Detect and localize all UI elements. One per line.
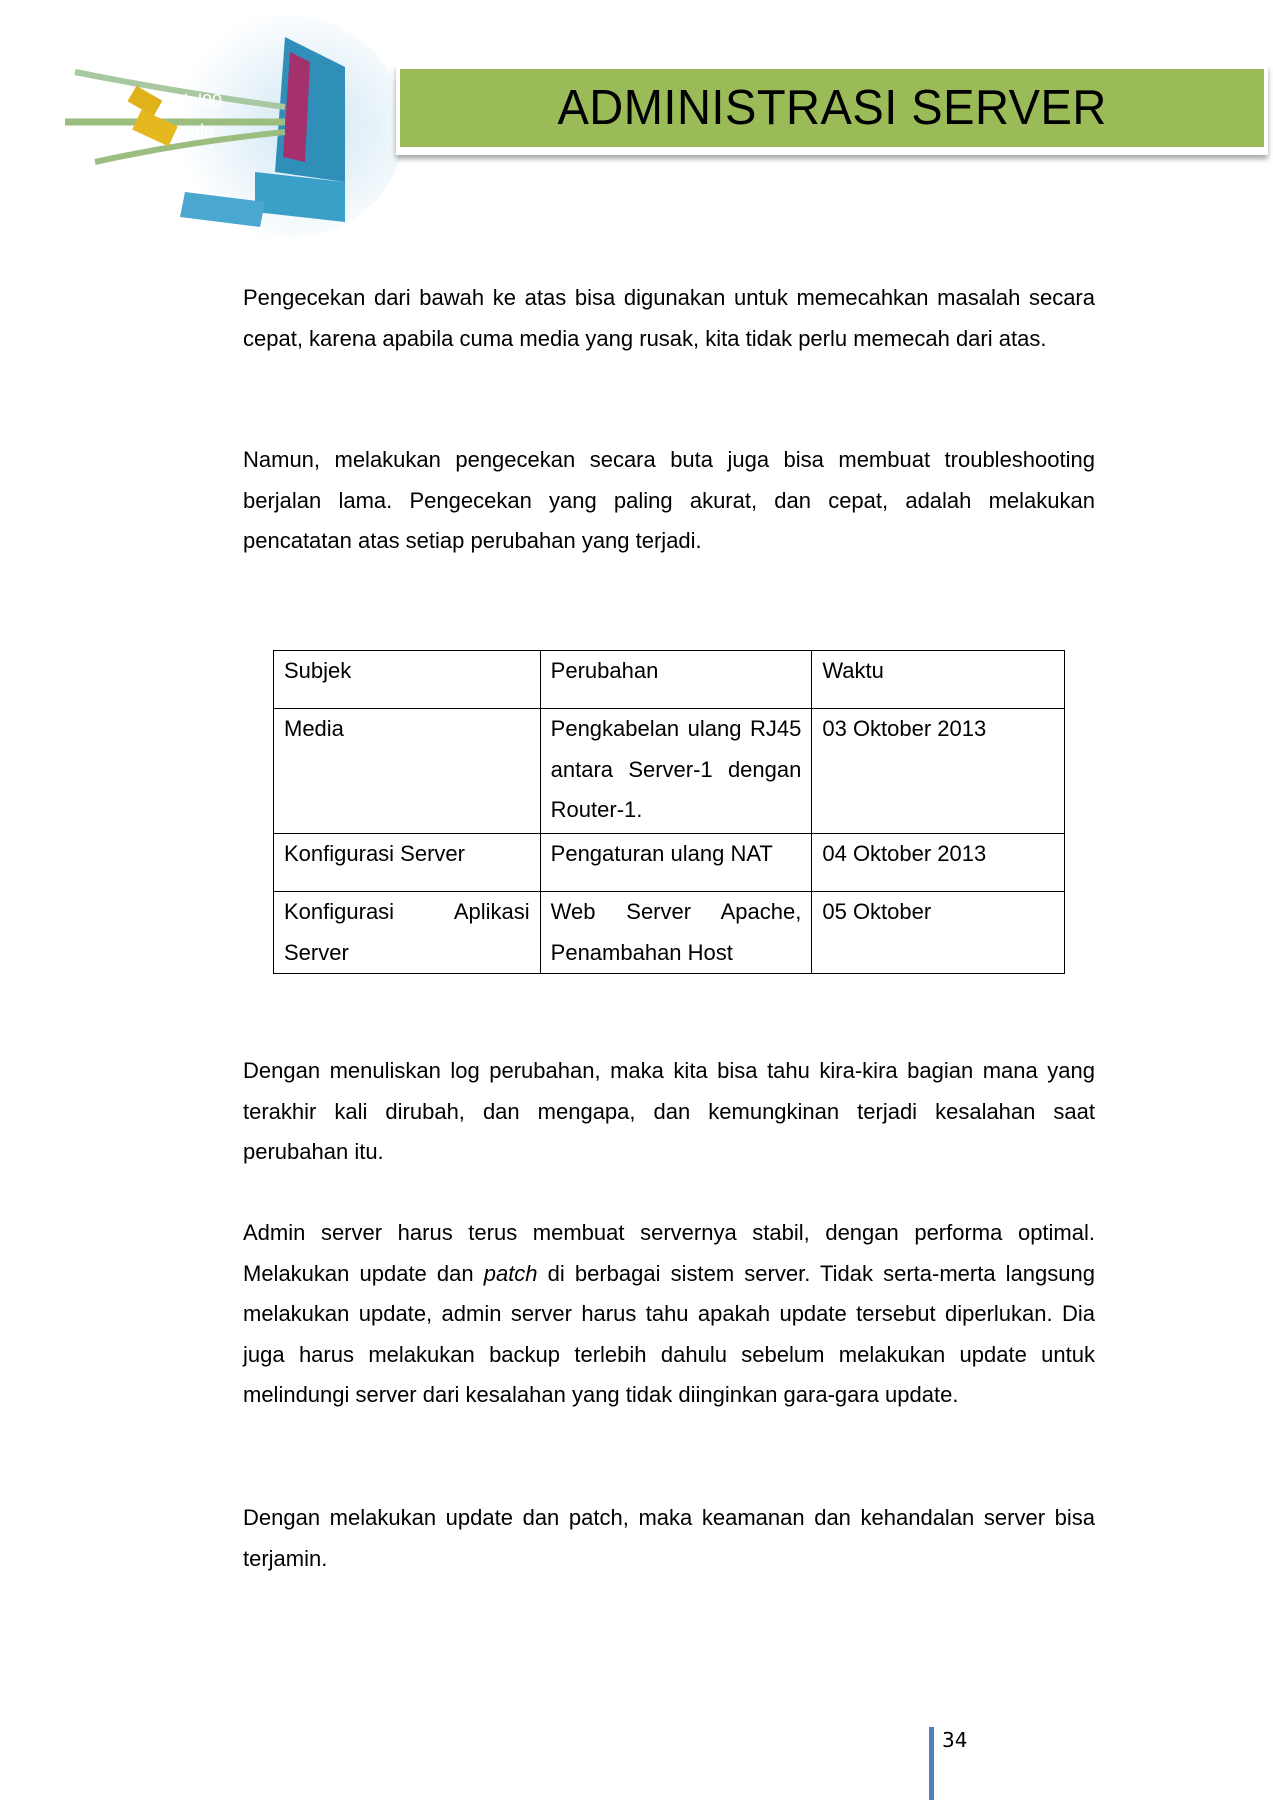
table-cell: Web Server Apache, Penambahan Host bbox=[540, 892, 812, 974]
table-cell: 04 Oktober 2013 bbox=[812, 834, 1065, 892]
page-number: 34 bbox=[942, 1728, 968, 1752]
logo-text: olo bbox=[190, 121, 215, 141]
table-header-row bbox=[274, 651, 1065, 709]
table-cell: Media bbox=[274, 709, 541, 834]
table-row bbox=[274, 709, 1065, 834]
computer-network-logo bbox=[55, 12, 405, 242]
text: di berbagai sistem server. Tidak serta-merta langsung melakukan update, admin server harus tahu apakah update tersebut diperlukan. Dia juga harus melakukan backup terlebih dahulu sebelum melakukan update untuk melindungi server dari kesalahan yang tidak diinginkan gara-gara update. bbox=[243, 1260, 1095, 1407]
table-cell: 03 Oktober 2013 bbox=[812, 709, 1065, 834]
table-cell: 05 Oktober bbox=[812, 892, 1065, 974]
title-banner bbox=[396, 65, 1268, 155]
header-cell: Waktu bbox=[812, 651, 1065, 709]
paragraph: Pengecekan dari bawah ke atas bisa digunakan untuk memecahkan masalah secara cepat, karena apabila cuma media yang rusak, kita tidak perlu memecah dari atas. bbox=[243, 285, 1095, 351]
paragraph bbox=[243, 1213, 1095, 1416]
paragraph: Dengan menuliskan log perubahan, maka kita bisa tahu kira-kira bagian mana yang terakhir kali dirubah, dan mengapa, dan kemungkinan terjadi kesalahan saat perubahan itu. bbox=[243, 1058, 1095, 1164]
table-cell: Pengkabelan ulang RJ45 antara Server-1 dengan Router-1. bbox=[540, 709, 812, 834]
table-cell: Konfigurasi Aplikasi Server bbox=[274, 892, 541, 974]
header-cell: Perubahan bbox=[540, 651, 812, 709]
table-row bbox=[274, 834, 1065, 892]
page-title: ADMINISTRASI SERVER bbox=[557, 81, 1107, 135]
table-row bbox=[274, 892, 1065, 974]
page-number-bar bbox=[929, 1727, 934, 1800]
table-cell: Pengaturan ulang NAT bbox=[540, 834, 812, 892]
emphasis-text: patch bbox=[483, 1260, 538, 1286]
text: Admin server harus terus membuat servernya stabil, dengan performa optimal. Melakukan update dan bbox=[243, 1220, 1095, 1286]
header-cell: Subjek bbox=[274, 651, 541, 709]
change-log-table bbox=[273, 650, 1065, 974]
paragraph: Namun, melakukan pengecekan secara buta juga bisa membuat troubleshooting berjalan lama. Pengecekan yang paling akurat, dan cepat, adalah melakukan pencatatan atas setiap perubahan yang terjadi. bbox=[243, 447, 1095, 553]
logo-text: lolol00 bbox=[170, 91, 223, 111]
table-cell: Konfigurasi Server bbox=[274, 834, 541, 892]
paragraph: Dengan melakukan update dan patch, maka keamanan dan kehandalan server bisa terjamin. bbox=[243, 1505, 1095, 1571]
